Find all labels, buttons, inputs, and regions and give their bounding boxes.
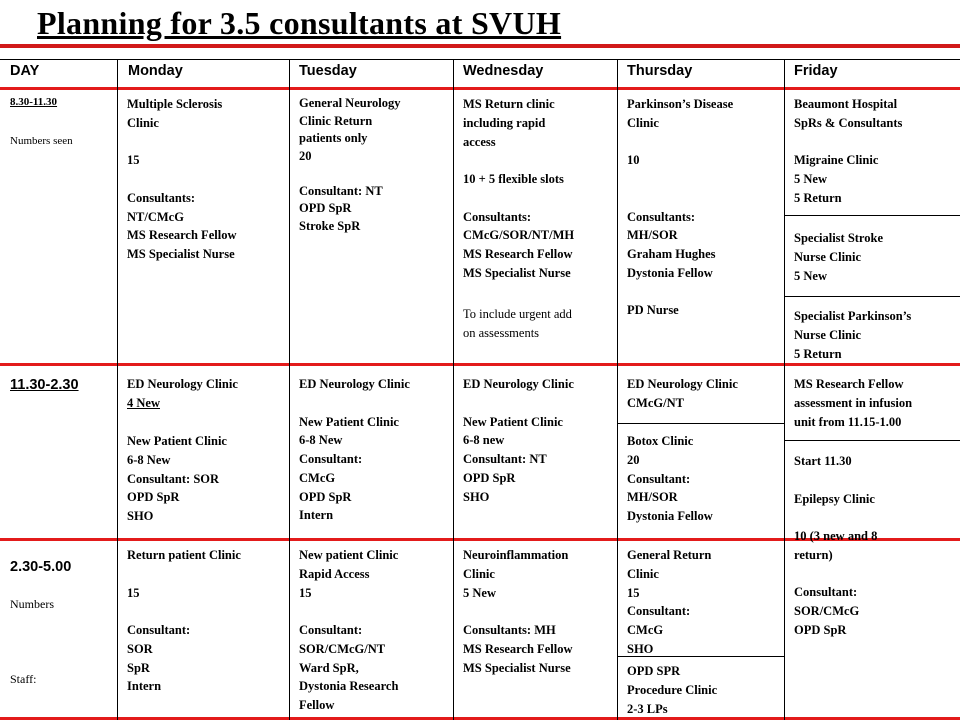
column-divider <box>117 59 118 720</box>
row1-monday-cell: Multiple Sclerosis Clinic 15 Consultants: NT/CMcG MS Research Fellow MS Specialist Nurse <box>127 97 237 261</box>
row2-thursday-cell-a: ED Neurology Clinic CMcG/NT <box>627 377 738 410</box>
friday-epilepsy-cell: Start 11.30 Epilepsy Clinic 10 (3 new and 8 return) Consultant: SOR/CMcG OPD SpR <box>794 454 878 637</box>
column-divider <box>453 59 454 720</box>
column-divider <box>289 59 290 720</box>
row2-tuesday-cell: ED Neurology Clinic New Patient Clinic 6-8 New Consultant: CMcG OPD SpR Intern <box>299 377 410 523</box>
row3-note-numbers: Numbers <box>10 597 54 611</box>
header-friday: Friday <box>794 63 838 79</box>
header-day: DAY <box>10 63 40 79</box>
thursday-split-line <box>617 423 784 424</box>
table-top-border <box>0 59 960 60</box>
header-thursday: Thursday <box>627 63 693 79</box>
row3-thursday-cell-b: OPD SPR Procedure Clinic 2-3 LPs <box>627 664 718 716</box>
friday-split-line <box>784 440 960 441</box>
row1-rule <box>0 363 960 366</box>
row3-thursday-cell-a: General Return Clinic 15 Consultant: CMcG SHO <box>627 548 712 656</box>
friday-split-line <box>784 296 960 297</box>
row2-monday-cell-b: 4 New <box>127 396 160 410</box>
page-title: Planning for 3.5 consultants at SVUH <box>37 5 562 41</box>
row3-wednesday-cell: Neuroinflammation Clinic 5 New Consultants: MH MS Research Fellow MS Specialist Nurse <box>463 548 573 675</box>
row2-monday-cell-c: New Patient Clinic 6-8 New Consultant: SOR OPD SpR SHO <box>127 434 227 523</box>
row1-friday-cell-a: Beaumont Hospital SpRs & Consultants Migraine Clinic 5 New 5 Return <box>794 97 903 205</box>
column-divider <box>617 59 618 720</box>
row1-note: Numbers seen <box>10 135 73 147</box>
row2-thursday-cell-b: Botox Clinic 20 Consultant: MH/SOR Dystonia Fellow <box>627 434 713 523</box>
row2-monday-cell-a: ED Neurology Clinic <box>127 377 238 391</box>
row1-thursday-cell: Parkinson’s Disease Clinic 10 Consultants: MH/SOR Graham Hughes Dystonia Fellow PD Nurse <box>627 97 734 318</box>
row2-time: 11.30-2.30 <box>10 377 79 393</box>
header-row-rule <box>0 87 960 90</box>
row1-friday-cell-c: Specialist Parkinson’s Nurse Clinic 5 Return <box>794 309 912 361</box>
row1-time: 8.30-11.30 <box>10 96 58 108</box>
row1-wednesday-cell: MS Return clinic including rapid access 10 + 5 flexible slots Consultants: CMcG/SOR/NT/MH MS Research Fellow MS Specialist Nurse <box>463 97 575 280</box>
row1-tuesday-cell: General Neurology Clinic Return patients only 20 Consultant: NT OPD SpR Stroke SpR <box>299 96 401 233</box>
row1-wednesday-note: To include urgent add on assessments <box>463 307 572 340</box>
row1-friday-cell-b: Specialist Stroke Nurse Clinic 5 New <box>794 231 884 283</box>
row3-note-staff: Staff: <box>10 672 37 686</box>
title-underline-rule <box>0 44 960 48</box>
header-wednesday: Wednesday <box>463 63 544 79</box>
header-tuesday: Tuesday <box>299 63 357 79</box>
column-divider <box>784 59 785 720</box>
row2-friday-cell-a: MS Research Fellow assessment in infusion unit from 11.15-1.00 <box>794 377 913 429</box>
row3-monday-cell: Return patient Clinic 15 Consultant: SOR SpR Intern <box>127 548 241 694</box>
row3-time: 2.30-5.00 <box>10 559 72 575</box>
header-monday: Monday <box>128 63 183 79</box>
row3-tuesday-cell: New patient Clinic Rapid Access 15 Consultant: SOR/CMcG/NT Ward SpR, Dystonia Research Fellow <box>299 548 399 712</box>
row2-wednesday-cell: ED Neurology Clinic New Patient Clinic 6-8 new Consultant: NT OPD SpR SHO <box>463 377 574 504</box>
friday-split-line <box>784 215 960 216</box>
